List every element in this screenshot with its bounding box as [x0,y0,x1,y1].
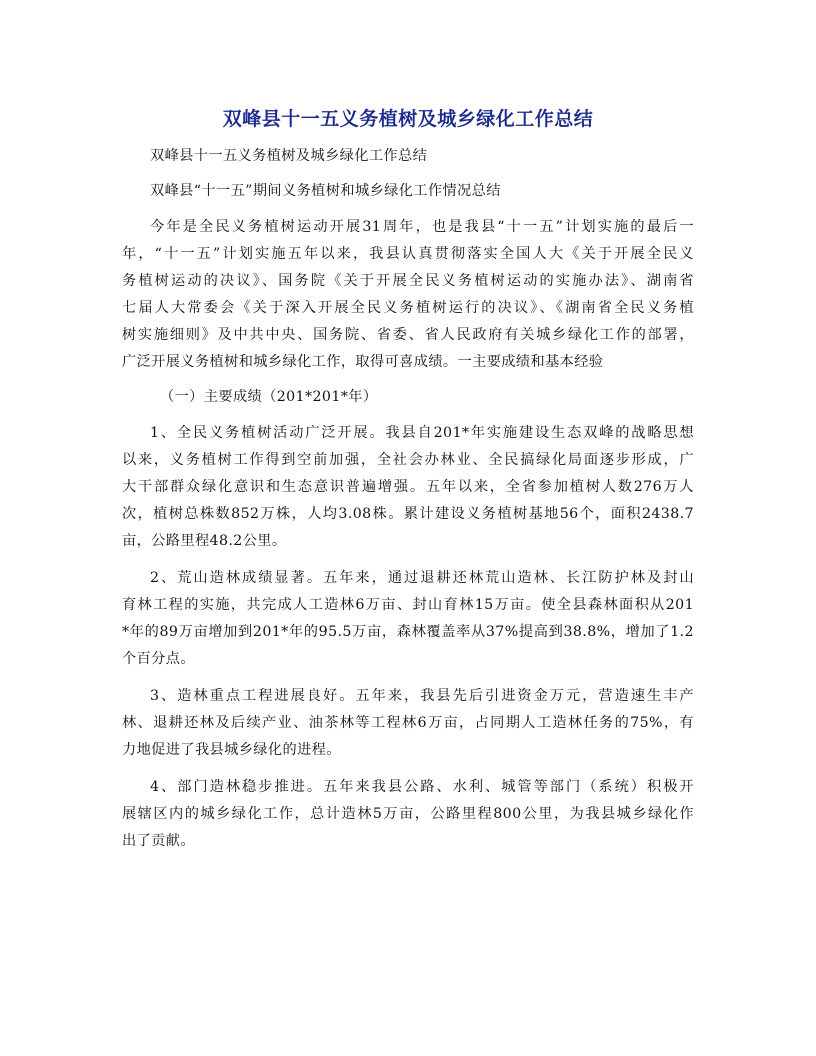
paragraph-line: 育林工程的实施，共完成人工造林6万亩、封山育林15万亩。使全县森林面积从201 [122,597,694,613]
paragraph-line: 力地促进了我县城乡绿化的进程。 [122,742,341,758]
paragraph-line: 以来，义务植树工作得到空前加强，全社会办林业、全民搞绿化局面逐步形成，广 [122,452,694,468]
paragraph-line: 务植树运动的决议》、国务院《关于开展全民义务植树运动的实施办法》、湖南省 [122,273,694,289]
paragraph-line: 今年是全民义务植树运动开展31周年，也是我县“十一五”计划实施的最后一 [150,219,694,235]
paragraph-line: 次，植树总株数852万株，人均3.08株。累计建设义务植树基地56个，面积2438.7 [122,506,694,522]
subtitle-line-2: 双峰县“十一五”期间义务植树和城乡绿化工作情况总结 [150,183,501,199]
paragraph-line: 展辖区内的城乡绿化工作，总计造林5万亩，公路里程800公里，为我县城乡绿化作 [122,806,694,822]
paragraph-line: *年的89万亩增加到201*年的95.5万亩，森林覆盖率从37%提高到38.8%，增加了1.2 [122,624,694,640]
paragraph-line: 个百分点。 [122,651,195,667]
paragraph-line: 亩，公路里程48.2公里。 [122,533,287,549]
paragraph-line: 七届人大常委会《关于深入开展全民义务植树运行的决议》、《湖南省全民义务植 [122,300,694,316]
paragraph-line: 大干部群众绿化意识和生态意识普遍增强。五年以来，全省参加植树人数276万人 [122,479,694,495]
paragraph-line: 广泛开展义务植树和城乡绿化工作，取得可喜成绩。一主要成绩和基本经验 [122,354,604,370]
paragraph-line: 年，“十一五”计划实施五年以来，我县认真贯彻落实全国人大《关于开展全民义 [122,246,694,262]
paragraph-line: 2、荒山造林成绩显著。五年来，通过退耕还林荒山造林、长江防护林及封山 [150,570,694,586]
paragraph-line: 1、全民义务植树活动广泛开展。我县自201*年实施建设生态双峰的战略思想 [150,425,694,441]
paragraph-line: 出了贡献。 [122,833,195,849]
paragraph-line: 3、造林重点工程进展良好。五年来，我县先后引进资金万元，营造速生丰产 [150,688,694,704]
paragraph-line: 4、部门造林稳步推进。五年来我县公路、水利、城管等部门（系统）积极开 [150,779,694,795]
paragraph-line: 树实施细则》及中共中央、国务院、省委、省人民政府有关城乡绿化工作的部署， [122,327,694,343]
subtitle-line-1: 双峰县十一五义务植树及城乡绿化工作总结 [150,148,428,164]
paragraph-line: 林、退耕还林及后续产业、油茶林等工程林6万亩，占同期人工造林任务的75%，有 [122,715,694,731]
section-heading: （一）主要成绩（201*201*年） [160,389,378,405]
document-title: 双峰县十一五义务植树及城乡绿化工作总结 [222,108,594,130]
